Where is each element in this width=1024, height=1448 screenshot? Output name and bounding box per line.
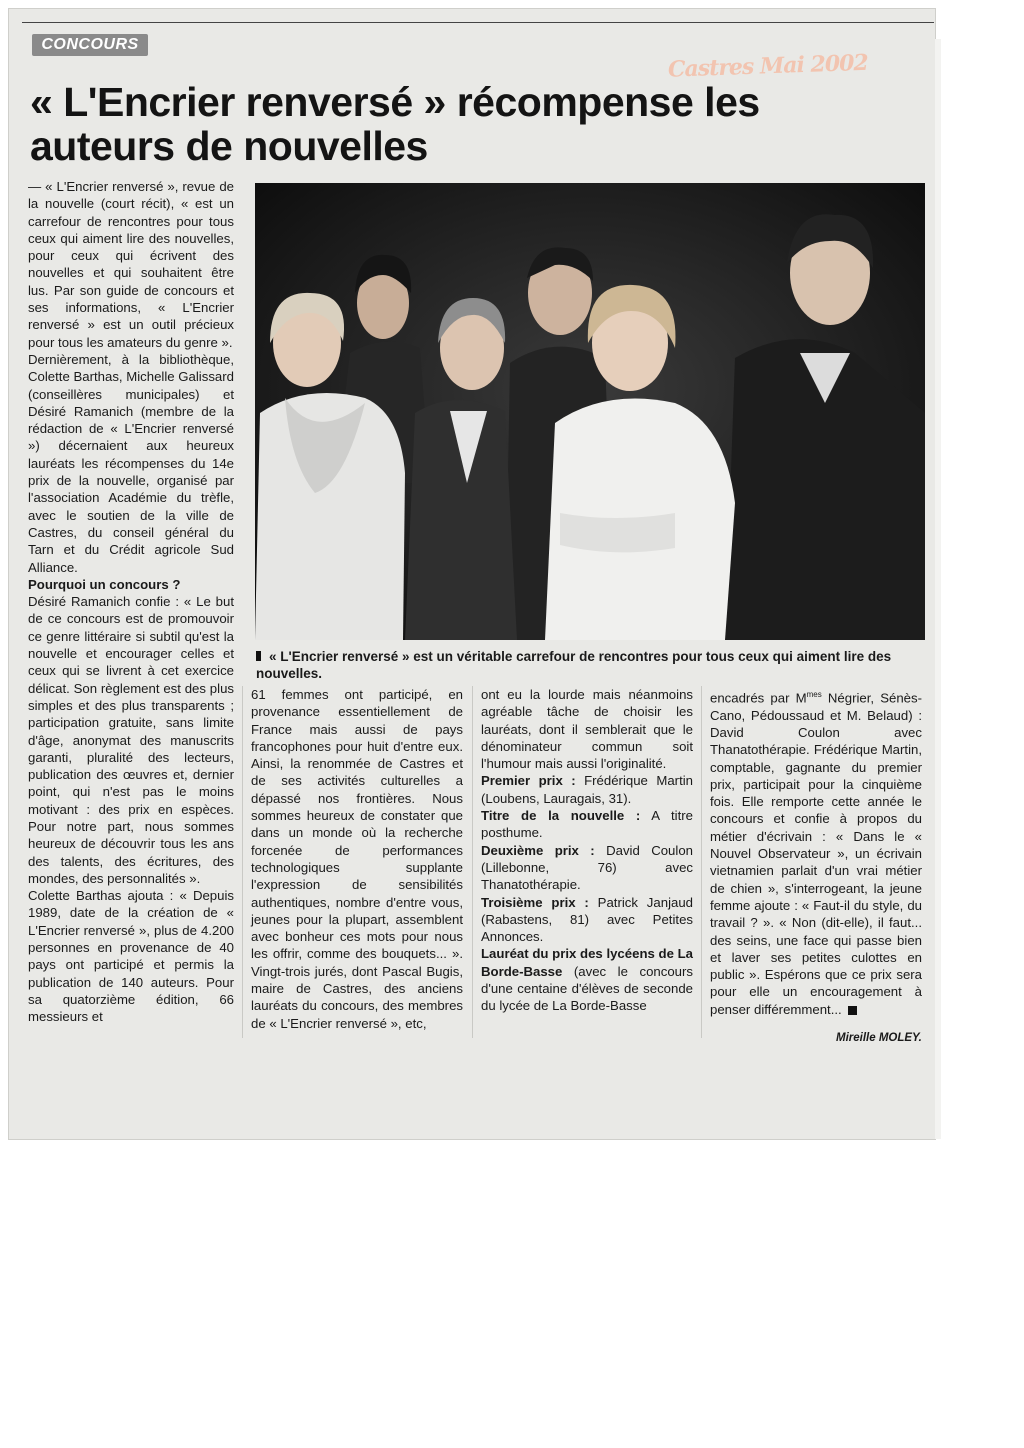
subheading xyxy=(28,576,234,593)
column-rule xyxy=(242,686,243,1038)
prize-3-label: Troisième prix : xyxy=(481,894,589,910)
prize-1-title-text: A titre posthume. xyxy=(481,808,693,841)
caption-marker-icon xyxy=(256,651,261,661)
paragraph-quote-ramanich: Désiré Ramanich confie : « Le but de ce concours est de promouvoir ce genre littéraire si subtil qu'est la nouvelle et encourager celles et ceux qui se livrent à cet exercice délicat. Son règlement est des plus simples et des plus transparents ; participation gratuite, sans limite d'âge, anonymat des manuscrits garanti, pluralité des lecteurs, publication des œuvres et, dernier point, qui n'est pas le moins motivant : des prix en espèces. Pour notre part, nous sommes heureux de découvrir tous les ans des talents, des écritures, des mondes, des personnalités ». xyxy=(28,594,234,886)
photo-illustration xyxy=(255,183,925,640)
top-rule xyxy=(22,22,934,23)
paragraph-intro: — « L'Encrier renversé », revue de la nouvelle (court récit), « est un carrefour de rencontres pour tous ceux qui aiment lire des nouvelles, pour ceux qui écrivent des nouvelles et qui souhaitent être lus. Par son guide de concours et ses informations, « L'Encrier renversé » est un outil précieux pour tous les amateurs du genre ». xyxy=(28,179,234,350)
prize-2 xyxy=(481,842,693,894)
handwritten-stamp: Castres Mai 2002 xyxy=(667,49,869,83)
prize-2-label: Deuxième prix : xyxy=(481,842,595,858)
column-rule xyxy=(472,686,473,1038)
end-mark-icon xyxy=(848,1006,857,1015)
prize-1-label: Premier prix : xyxy=(481,773,576,789)
caption-text: « L'Encrier renversé » est un véritable carrefour de rencontres pour tous ceux qui aiment lire des nouvelles. xyxy=(256,649,892,681)
paragraph-ceremony: Dernièrement, à la bibliothèque, Colette Barthas, Michelle Galissard (conseillères municipales) et Désiré Ramanich (membre de la rédaction de « L'Encrier renversé ») décernaient aux heureux lauréats les récompenses du 14e prix de la nouvelle, organisé par l'association Académie du trèfle, avec le soutien de la ville de Castres, du conseil général du Tarn et du Crédit agricole Sud Alliance. xyxy=(28,351,234,575)
paragraph-winner-start: encadrés par M xyxy=(710,690,807,706)
prize-2-text: David Coulon (Lillebonne, 76) avec Thanatothérapie. xyxy=(481,842,693,893)
paragraph-jury: ont eu la lourde mais néanmoins agréable tâche de choisir les lauréats, dont il semblerait que le dénominateur commun soit l'humour mais aussi l'originalité. xyxy=(481,687,693,772)
prize-1 xyxy=(481,772,693,807)
column-rule xyxy=(701,686,702,1038)
prize-lyceens xyxy=(481,945,693,1014)
byline: Mireille MOLEY. xyxy=(836,1032,922,1044)
article-headline: « L'Encrier renversé » récompense les auteurs de nouvelles xyxy=(30,79,760,169)
paragraph-winner-sup: mes xyxy=(806,690,822,699)
prize-1-text: Frédérique Martin (Loubens, Lauragais, 31). xyxy=(481,773,693,806)
column-3 xyxy=(481,686,693,1015)
column-1 xyxy=(28,178,234,1026)
prize-1-title xyxy=(481,807,693,842)
column-4 xyxy=(710,686,922,1018)
prize-3 xyxy=(481,894,693,946)
paragraph-winner-text: Négrier, Sénès-Cano, Pédoussaud et M. Belaud) : David Coulon avec Thanatothérapie. Frédérique Martin, comptable, gagnante du premier prix, participait pour la cinquième fois. Elle remporte cette année le concours et confie à propos du métier d'écrivain : « Dans le « Nouvel Observateur », un écrivain vietnamien parlait d'un vrai métier de chien », s'interrogeant, la jeune femme ajoute : « Faut-il du style, du travail ? ». « Non (dit-elle), il faut... des seins, une face qui passe bien et laver ses petites culottes en public ». Espérons que ce prix sera pour elle un encouragement à penser différemment... xyxy=(710,690,922,1017)
prize-3-text: Patrick Janjaud (Rabastens, 81) avec Petites Annonces. xyxy=(481,894,693,945)
section-rubric: CONCOURS xyxy=(32,34,148,56)
column-2 xyxy=(251,686,463,1032)
subheading-text: Pourquoi un concours ? xyxy=(28,576,181,592)
prize-1-title-label: Titre de la nouvelle : xyxy=(481,808,641,824)
paragraph-participants: 61 femmes ont participé, en provenance essentiellement de France mais aussi de pays francophones pour huit d'entre eux. Ainsi, la renommée de Castres et de ses activités culturelles a dépassé nos frontières. Nous sommes heureux de constater que dans un monde où la recherche forcenée de performances technologiques supplante l'expression de sensibilités authentiques, nombre d'entre vous, jeunes pour la plupart, assemblent avec bonheur ces mots pour nous les offrir, comme des bouquets... ». Vingt-trois jurés, dont Pascal Bugis, maire de Castres, des anciens lauréats du concours, des membres de « L'Encrier renversé », etc, xyxy=(251,687,463,1031)
photo-caption xyxy=(256,648,924,682)
group-photo xyxy=(255,183,925,640)
prize-lyceens-label: Lauréat du prix des lycéens de La Borde-Basse xyxy=(481,946,693,979)
prize-lyceens-text: (avec le concours d'une centaine d'élèves de seconde du lycée de La Borde-Basse xyxy=(481,963,693,1014)
paragraph-winner xyxy=(710,686,922,1018)
paragraph-quote-barthas: Colette Barthas ajouta : « Depuis 1989, date de la création de « L'Encrier renversé », plus de 4.200 personnes en provenance de 40 pays ont participé et permis la publication de 140 auteurs. Pour sa quatorzième édition, 66 messieurs et xyxy=(28,888,234,1025)
